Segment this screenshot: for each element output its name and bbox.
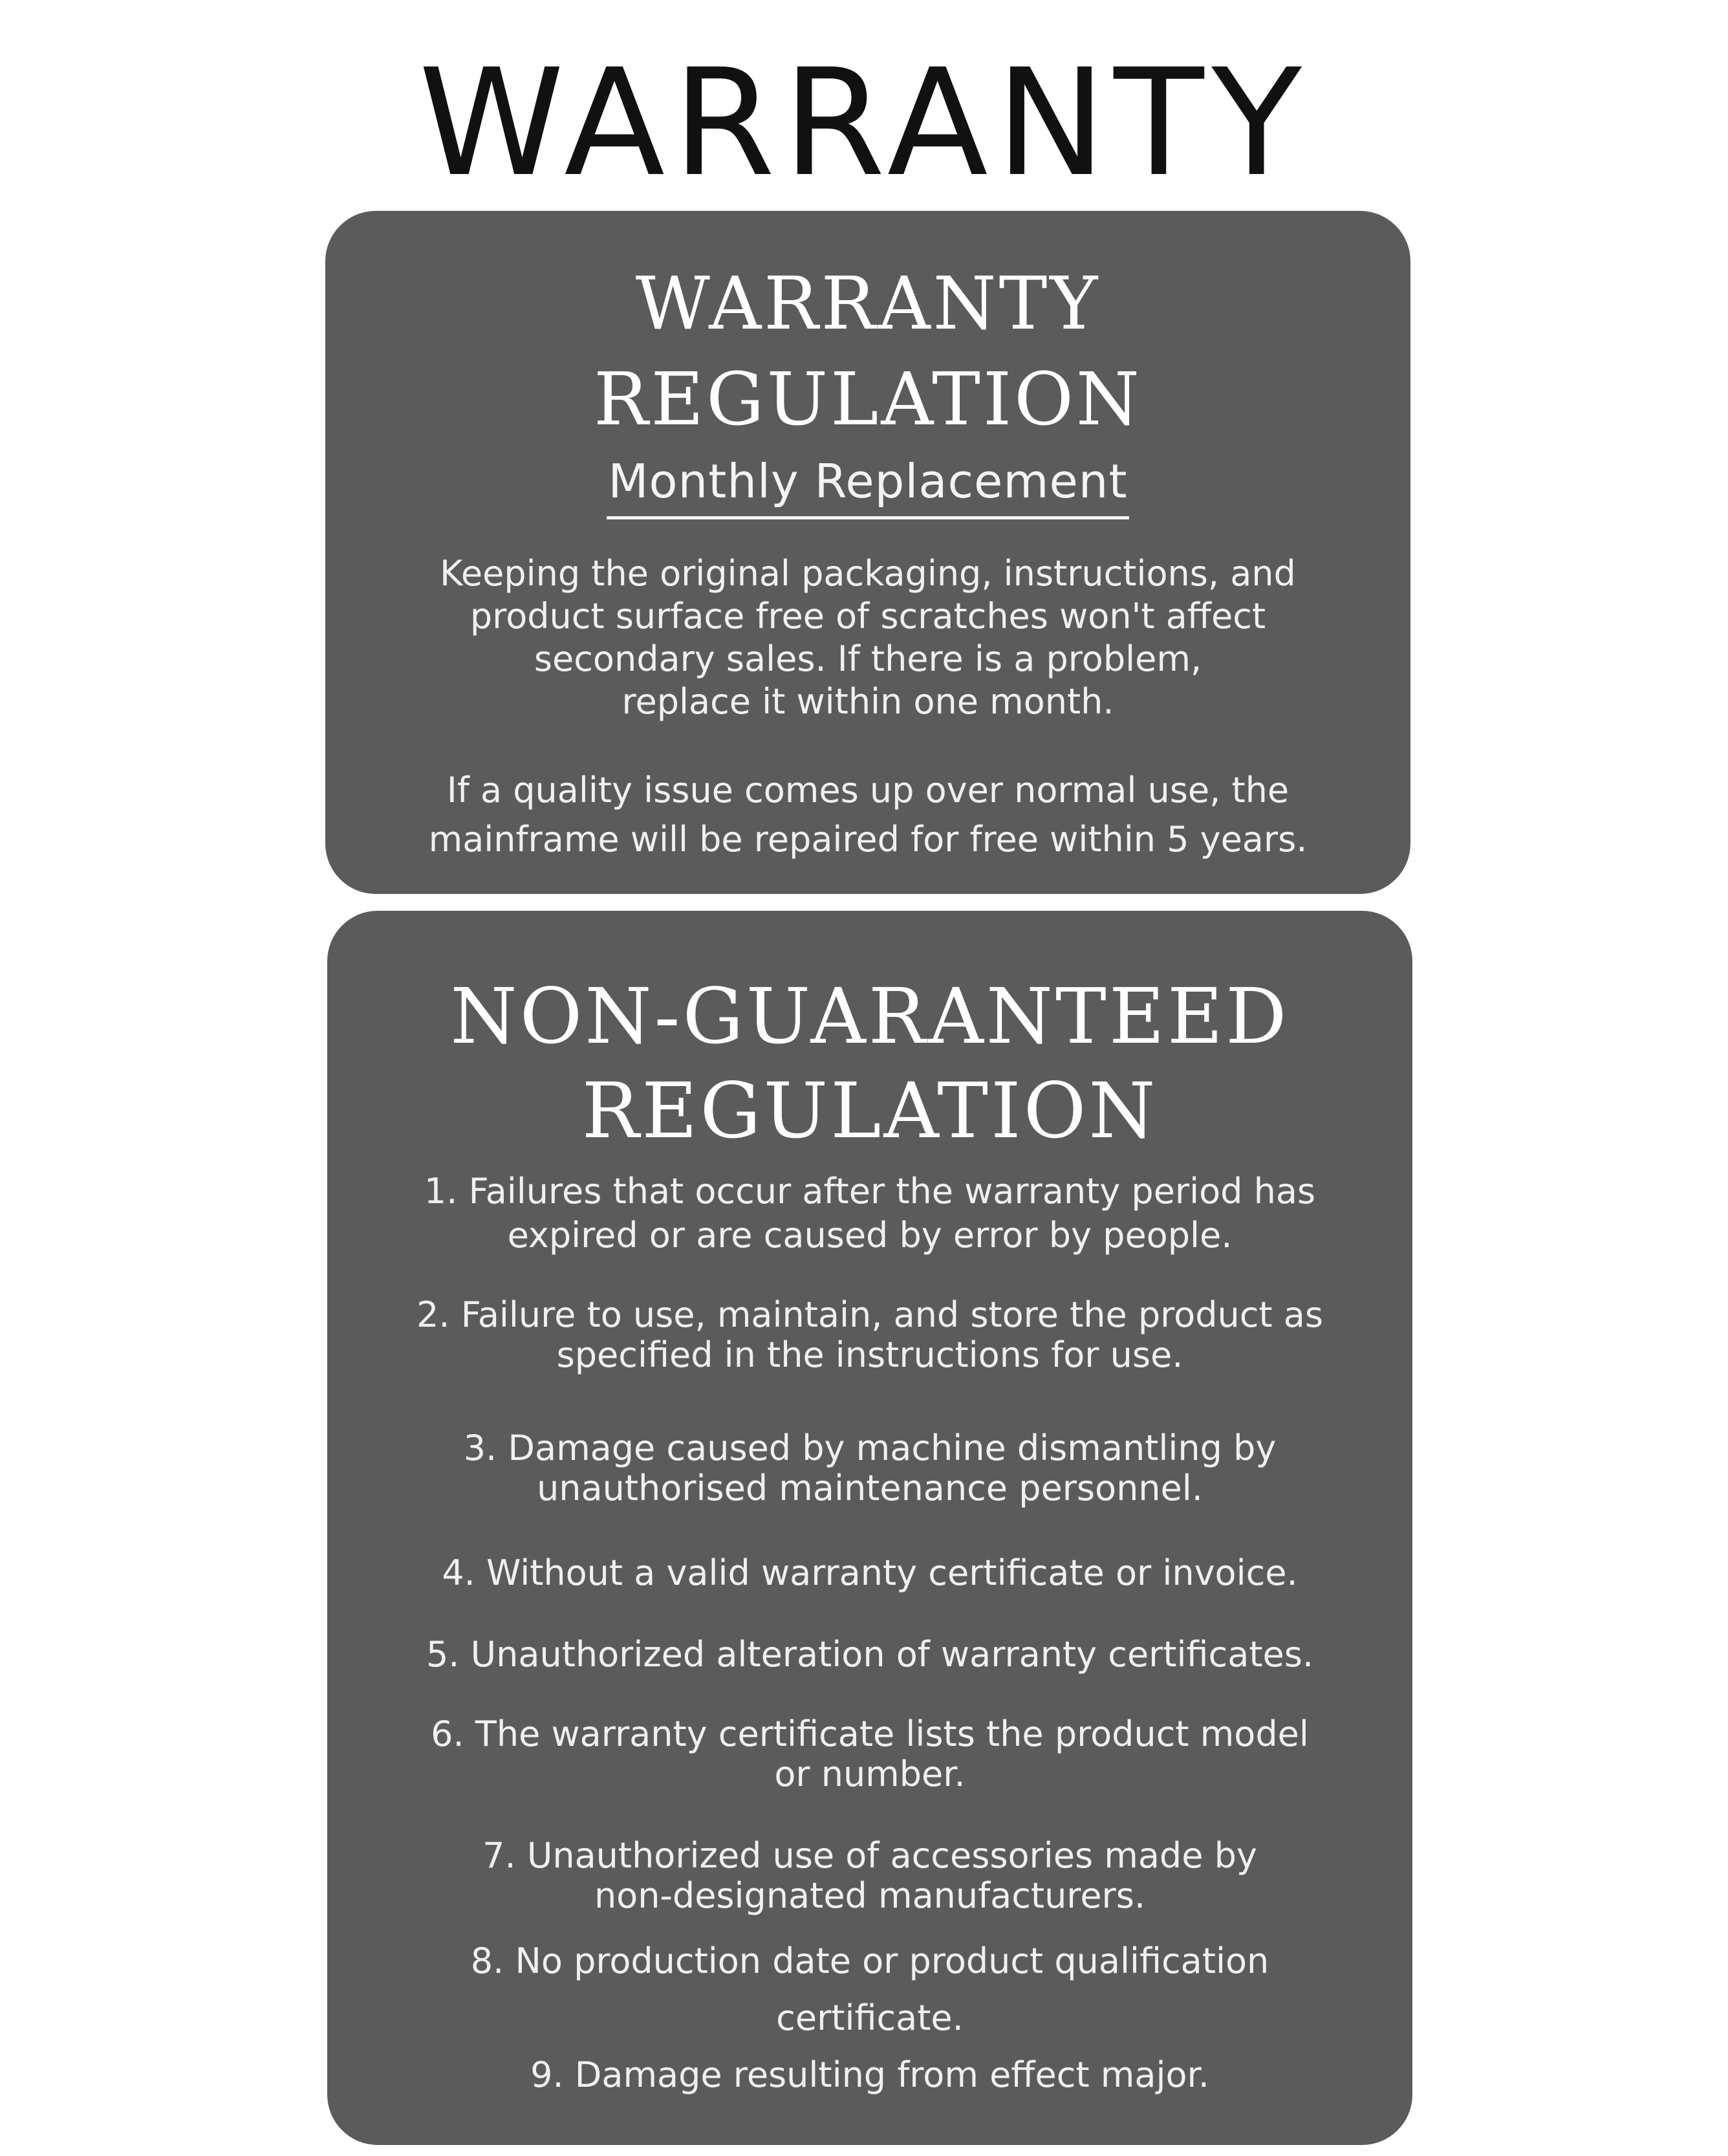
exclusion-item-3: 3. Damage caused by machine dismantling by unauthorised maintenance personnel. [463,1428,1277,1508]
non-guaranteed-heading: NON-GUARANTEED REGULATION [450,972,1290,1155]
exclusion-item-6: 6. The warranty certificate lists the product model or number. [431,1714,1309,1794]
non-guaranteed-regulation-card [327,911,1412,2145]
repair-policy-text: If a quality issue comes up over normal use, the mainframe will be repaired for free within 5 years. [428,770,1308,860]
exclusion-item-1: 1. Failures that occur after the warranty period has expired or are caused by error by people. [424,1171,1316,1256]
warranty-regulation-heading: WARRANTY REGULATION [594,262,1142,442]
exclusion-item-4: 4. Without a valid warranty certificate or invoice. [442,1552,1298,1593]
replacement-policy-text: Keeping the original packaging, instructions, and product surface free of scratches won't affect secondary sales. If there is a problem, replace it within one month. [440,553,1296,722]
exclusion-item-8: 8. No production date or product qualification certificate. [470,1941,1269,2038]
monthly-replacement-subheading [325,450,1410,519]
page-title: WARRANTY [418,37,1310,209]
warranty-regulation-card [325,211,1410,894]
exclusion-item-2: 2. Failure to use, maintain, and store the product as specified in the instructions for use. [416,1294,1323,1375]
exclusion-item-7: 7. Unauthorized use of accessories made by non-designated manufacturers. [482,1835,1257,1916]
exclusion-item-9: 9. Damage resulting from effect major. [530,2054,1209,2095]
subheading-text: Monthly Replacement [607,450,1129,519]
exclusion-item-5: 5. Unauthorized alteration of warranty certificates. [426,1634,1314,1675]
